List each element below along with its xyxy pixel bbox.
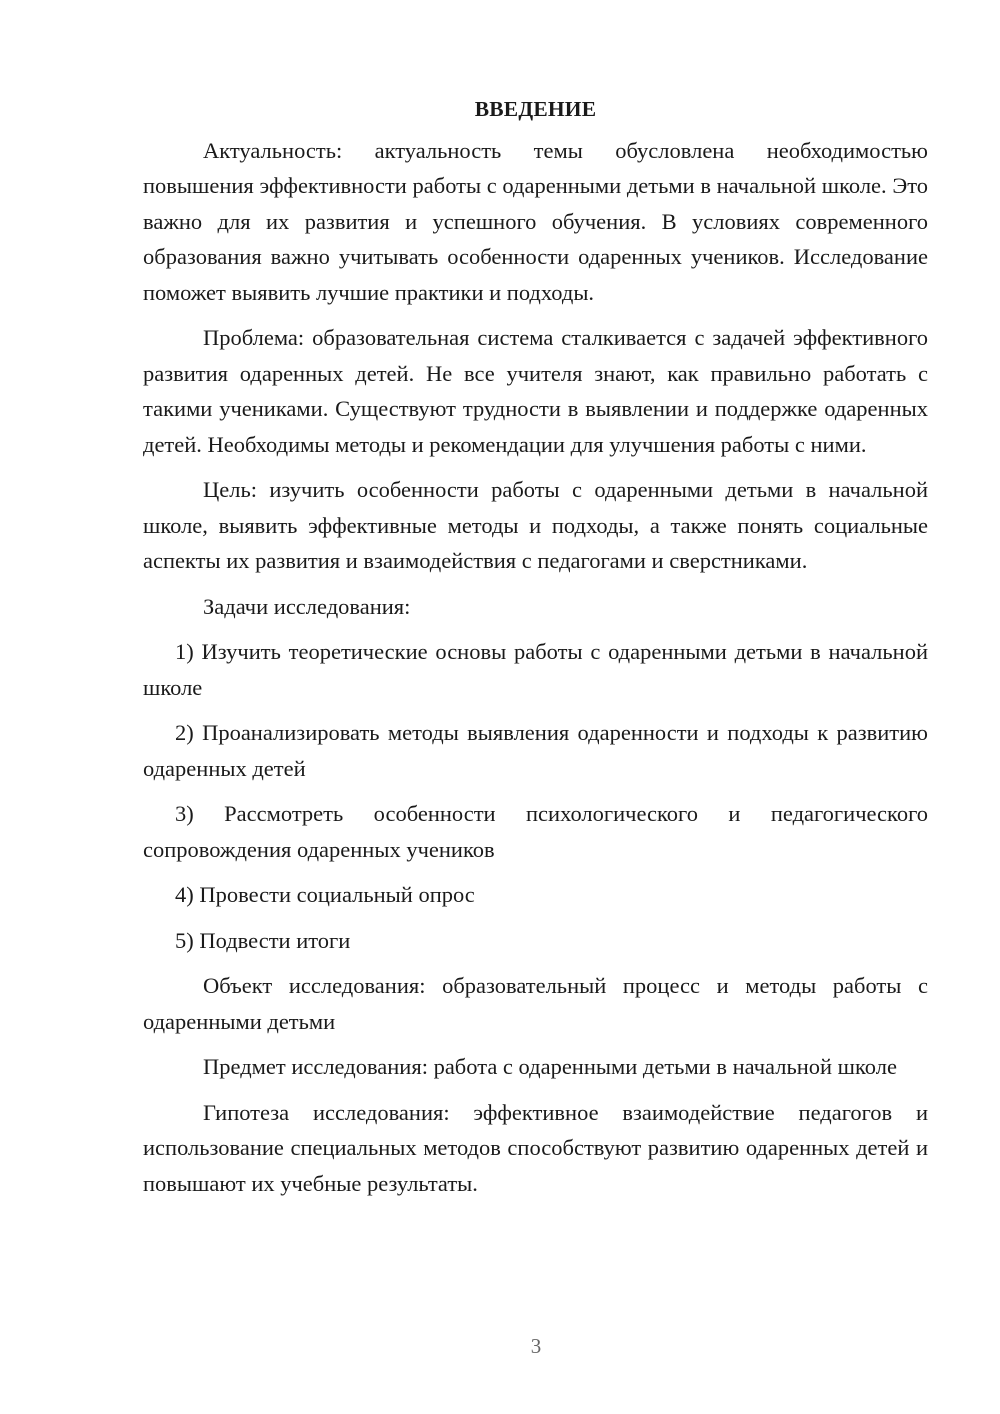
list-item: 5) Подвести итоги bbox=[175, 927, 351, 953]
list-item: 1) Изучить теоретические основы работы с одаренными детьми в начальной школе bbox=[143, 639, 928, 700]
goal-paragraph: Цель: изучить особенности работы с одаренными детьми в начальной школе, выявить эффективные методы и подходы, а также понять социальные аспекты их развития и взаимодействия с педагогами и сверстниками. bbox=[143, 477, 928, 573]
list-item: 3) Рассмотреть особенности психологического и педагогического сопровождения одаренных учеников bbox=[143, 801, 928, 862]
document-page bbox=[143, 92, 928, 1211]
list-item: 2) Проанализировать методы выявления одаренности и подходы к развитию одаренных детей bbox=[143, 720, 928, 781]
relevance-paragraph: Актуальность: актуальность темы обусловлена необходимостью повышения эффективности работы с одаренными детьми в начальной школе. Это важно для их развития и успешного обучения. В условиях современного образования важно учитывать особенности одаренных учеников. Исследование поможет выявить лучшие практики и подходы. bbox=[143, 137, 928, 305]
tasks-list bbox=[143, 634, 928, 958]
page-number: 3 bbox=[530, 1334, 542, 1358]
hypothesis-paragraph: Гипотеза исследования: эффективное взаимодействие педагогов и использование специальных методов способствуют развитию одаренных детей и повышают их учебные результаты. bbox=[143, 1099, 928, 1196]
object-paragraph: Объект исследования: образовательный процесс и методы работы с одаренными детьми bbox=[143, 973, 928, 1034]
page-title: ВВЕДЕНИЕ bbox=[474, 97, 597, 121]
subject-paragraph: Предмет исследования: работа с одаренными детьми в начальной школе bbox=[203, 1054, 897, 1079]
list-item: 4) Провести социальный опрос bbox=[175, 882, 475, 907]
tasks-heading: Задачи исследования: bbox=[203, 593, 411, 619]
problem-paragraph: Проблема: образовательная система сталкивается с задачей эффективного развития одаренных детей. Не все учителя знают, как правильно работать с такими учениками. Существуют трудности в выявлении и поддержке одаренных детей. Необходимы методы и рекомендации для улучшения работы с ними. bbox=[143, 325, 928, 457]
